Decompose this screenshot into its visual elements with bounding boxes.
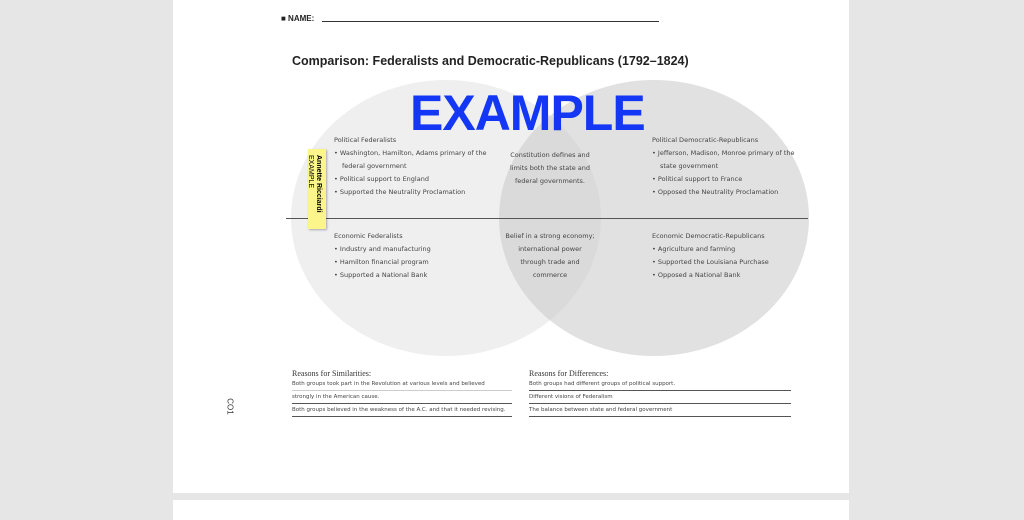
similarity-line: Both groups took part in the Revolution at various levels and believed	[292, 378, 512, 391]
similarity-line: Both groups believed in the weakness of the A.C. and that it needed revising.	[292, 404, 512, 417]
divider-line	[286, 218, 808, 219]
sticky-name: Annette Ricciardi	[315, 155, 322, 213]
difference-line: Different visions of Federalism	[529, 391, 791, 404]
list-item: • Opposed a National Bank	[660, 269, 802, 282]
list-item: • Supported the Louisiana Purchase	[660, 256, 802, 269]
sticky-note[interactable]	[308, 149, 326, 229]
similarities-heading: Reasons for Similarities:	[292, 369, 372, 378]
list-item: • Opposed the Neutrality Proclamation	[660, 186, 802, 199]
differences-section	[529, 369, 791, 417]
heading: Economic Democratic-Republicans	[652, 232, 765, 240]
similarities-section	[292, 369, 512, 417]
economic-democratic-republicans	[652, 230, 802, 282]
name-line	[322, 21, 659, 22]
list-item: • Political support to England	[342, 173, 504, 186]
name-label: ■ NAME:	[281, 14, 315, 23]
political-federalists	[334, 134, 504, 199]
list-item: • Supported a National Bank	[342, 269, 484, 282]
list-item: • Industry and manufacturing	[342, 243, 484, 256]
list-item: • Political support to France	[660, 173, 802, 186]
heading: Economic Federalists	[334, 232, 403, 240]
economic-federalists	[334, 230, 484, 282]
difference-line: The balance between state and federal government	[529, 404, 791, 417]
list-item: • Jefferson, Madison, Monroe primary of the state government	[660, 147, 802, 173]
similarity-line: strongly in the American cause.	[292, 391, 512, 404]
shared-economic: Belief in a strong economy; international power through trade and commerce	[505, 232, 595, 279]
list-item: • Washington, Hamilton, Adams primary of the federal government	[342, 147, 504, 173]
heading: Political Federalists	[334, 136, 397, 144]
heading: Political Democratic-Republicans	[652, 136, 759, 144]
sticky-label: EXAMPLE	[307, 155, 314, 189]
list-item: • Supported the Neutrality Proclamation	[342, 186, 504, 199]
next-page	[173, 500, 849, 520]
differences-heading: Reasons for Differences:	[529, 369, 609, 378]
difference-line: Both groups had different groups of political support.	[529, 378, 791, 391]
page-code: CO1	[225, 398, 235, 415]
list-item: • Agriculture and farming	[660, 243, 802, 256]
list-item: • Hamilton financial program	[342, 256, 484, 269]
page-title: Comparison: Federalists and Democratic-Republicans (1792–1824)	[292, 54, 689, 68]
shared-political: Constitution defines and limits both the state and federal governments.	[509, 151, 591, 185]
political-democratic-republicans	[652, 134, 802, 199]
example-watermark: EXAMPLE	[410, 85, 645, 141]
